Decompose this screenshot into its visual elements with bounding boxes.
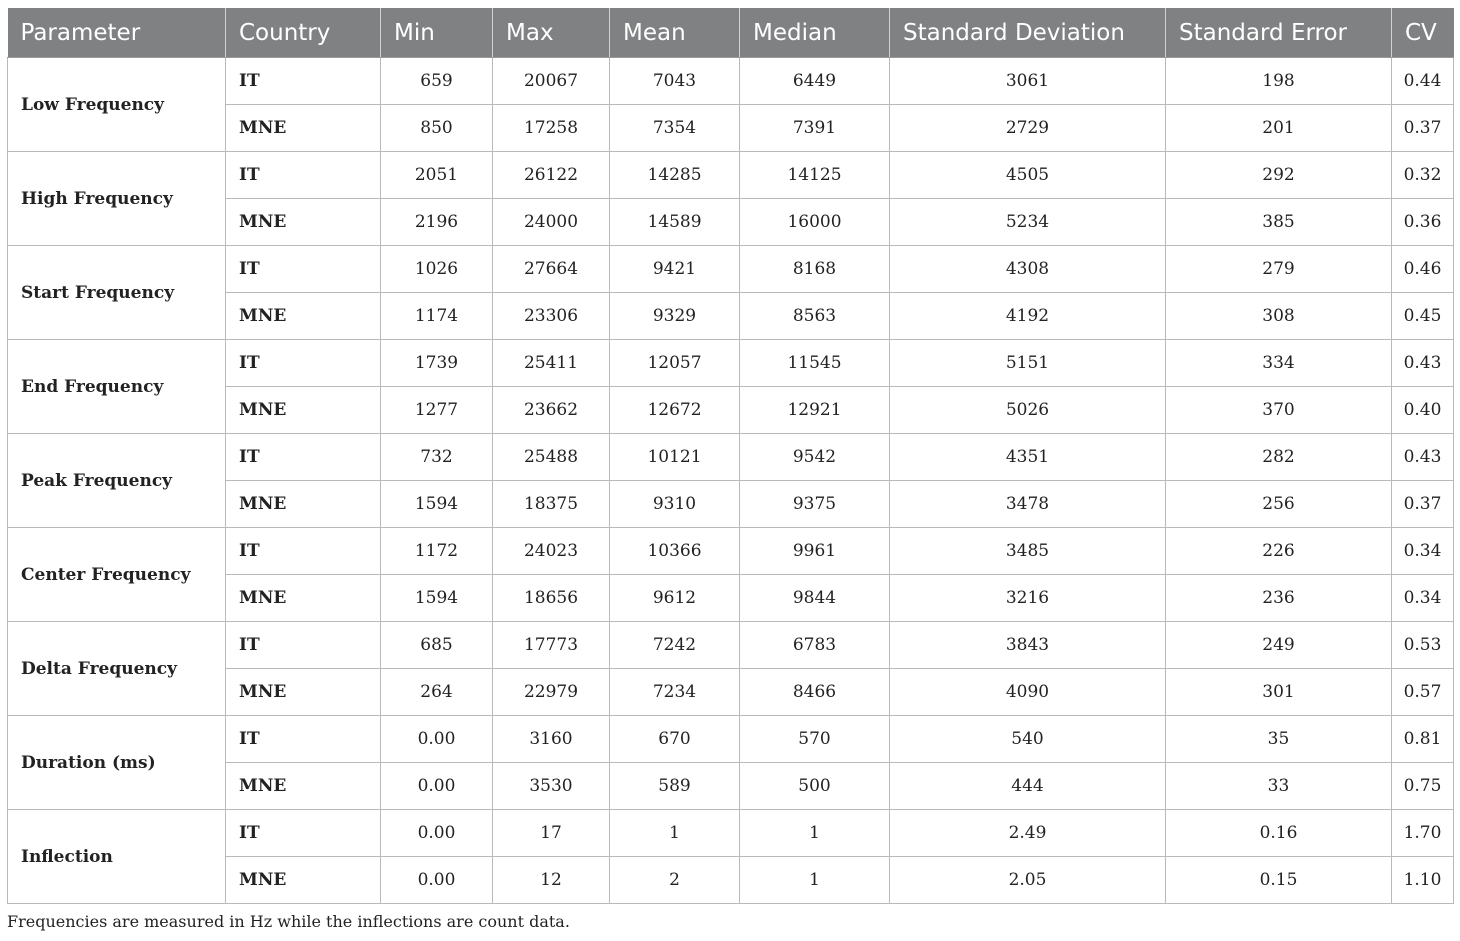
country-cell: MNE [226,763,381,810]
country-cell: IT [226,528,381,575]
table-row [8,246,1454,293]
max-cell: 17 [493,810,610,857]
mean-cell: 2 [610,857,740,904]
country-cell: IT [226,434,381,481]
standard-error-cell: 33 [1166,763,1392,810]
cv-cell: 0.34 [1392,528,1454,575]
min-cell: 0.00 [381,857,493,904]
country-cell: MNE [226,669,381,716]
median-cell: 9844 [740,575,890,622]
parameter-cell: Delta Frequency [8,622,226,716]
mean-cell: 7242 [610,622,740,669]
standard-deviation-cell: 4090 [890,669,1166,716]
header-min: Min [381,8,493,58]
cv-cell: 0.43 [1392,340,1454,387]
median-cell: 1 [740,857,890,904]
min-cell: 659 [381,58,493,105]
mean-cell: 7234 [610,669,740,716]
max-cell: 17773 [493,622,610,669]
max-cell: 25488 [493,434,610,481]
cv-cell: 0.81 [1392,716,1454,763]
standard-deviation-cell: 3478 [890,481,1166,528]
min-cell: 1026 [381,246,493,293]
table-row [8,622,1454,669]
median-cell: 570 [740,716,890,763]
min-cell: 1739 [381,340,493,387]
median-cell: 6449 [740,58,890,105]
mean-cell: 10121 [610,434,740,481]
standard-error-cell: 0.16 [1166,810,1392,857]
max-cell: 23306 [493,293,610,340]
mean-cell: 9329 [610,293,740,340]
country-cell: MNE [226,387,381,434]
median-cell: 14125 [740,152,890,199]
cv-cell: 0.34 [1392,575,1454,622]
max-cell: 25411 [493,340,610,387]
standard-deviation-cell: 4505 [890,152,1166,199]
min-cell: 1277 [381,387,493,434]
median-cell: 6783 [740,622,890,669]
standard-error-cell: 35 [1166,716,1392,763]
max-cell: 20067 [493,58,610,105]
standard-deviation-cell: 2.05 [890,857,1166,904]
standard-deviation-cell: 4351 [890,434,1166,481]
min-cell: 1172 [381,528,493,575]
max-cell: 18375 [493,481,610,528]
standard-deviation-cell: 5151 [890,340,1166,387]
standard-error-cell: 226 [1166,528,1392,575]
country-cell: IT [226,246,381,293]
country-cell: IT [226,340,381,387]
mean-cell: 12057 [610,340,740,387]
table-row [8,528,1454,575]
standard-error-cell: 236 [1166,575,1392,622]
min-cell: 264 [381,669,493,716]
stats-table [7,8,1454,904]
cv-cell: 0.46 [1392,246,1454,293]
min-cell: 0.00 [381,716,493,763]
cv-cell: 0.32 [1392,152,1454,199]
country-cell: MNE [226,199,381,246]
standard-deviation-cell: 4192 [890,293,1166,340]
table-body [8,58,1454,904]
country-cell: MNE [226,575,381,622]
median-cell: 9961 [740,528,890,575]
standard-error-cell: 301 [1166,669,1392,716]
country-cell: IT [226,152,381,199]
header-median: Median [740,8,890,58]
median-cell: 8563 [740,293,890,340]
country-cell: MNE [226,105,381,152]
parameter-cell: Duration (ms) [8,716,226,810]
parameter-cell: Center Frequency [8,528,226,622]
cv-cell: 0.53 [1392,622,1454,669]
min-cell: 732 [381,434,493,481]
mean-cell: 14285 [610,152,740,199]
median-cell: 16000 [740,199,890,246]
max-cell: 27664 [493,246,610,293]
standard-deviation-cell: 444 [890,763,1166,810]
median-cell: 12921 [740,387,890,434]
max-cell: 26122 [493,152,610,199]
parameter-cell: Low Frequency [8,58,226,152]
table-row [8,152,1454,199]
mean-cell: 7043 [610,58,740,105]
table-row [8,716,1454,763]
cv-cell: 0.36 [1392,199,1454,246]
standard-deviation-cell: 2.49 [890,810,1166,857]
mean-cell: 12672 [610,387,740,434]
mean-cell: 10366 [610,528,740,575]
standard-deviation-cell: 2729 [890,105,1166,152]
parameter-cell: Peak Frequency [8,434,226,528]
mean-cell: 670 [610,716,740,763]
standard-error-cell: 0.15 [1166,857,1392,904]
cv-cell: 0.40 [1392,387,1454,434]
mean-cell: 1 [610,810,740,857]
standard-deviation-cell: 4308 [890,246,1166,293]
parameter-cell: Inflection [8,810,226,904]
standard-deviation-cell: 3843 [890,622,1166,669]
standard-error-cell: 201 [1166,105,1392,152]
min-cell: 850 [381,105,493,152]
cv-cell: 0.44 [1392,58,1454,105]
standard-error-cell: 198 [1166,58,1392,105]
standard-error-cell: 308 [1166,293,1392,340]
country-cell: IT [226,58,381,105]
header-standard-deviation: Standard Deviation [890,8,1166,58]
max-cell: 3160 [493,716,610,763]
mean-cell: 9310 [610,481,740,528]
cv-cell: 0.57 [1392,669,1454,716]
country-cell: IT [226,810,381,857]
median-cell: 11545 [740,340,890,387]
header-country: Country [226,8,381,58]
header-parameter: Parameter [8,8,226,58]
stats-table-container [7,8,1453,904]
cv-cell: 0.37 [1392,105,1454,152]
max-cell: 12 [493,857,610,904]
header-standard-error: Standard Error [1166,8,1392,58]
mean-cell: 7354 [610,105,740,152]
header-cv: CV [1392,8,1454,58]
standard-deviation-cell: 540 [890,716,1166,763]
max-cell: 24000 [493,199,610,246]
median-cell: 9542 [740,434,890,481]
standard-error-cell: 279 [1166,246,1392,293]
table-row [8,434,1454,481]
parameter-cell: Start Frequency [8,246,226,340]
cv-cell: 0.43 [1392,434,1454,481]
standard-error-cell: 249 [1166,622,1392,669]
standard-error-cell: 282 [1166,434,1392,481]
mean-cell: 9421 [610,246,740,293]
cv-cell: 1.70 [1392,810,1454,857]
country-cell: MNE [226,293,381,340]
header-mean: Mean [610,8,740,58]
country-cell: MNE [226,481,381,528]
standard-deviation-cell: 5026 [890,387,1166,434]
country-cell: IT [226,622,381,669]
mean-cell: 589 [610,763,740,810]
max-cell: 17258 [493,105,610,152]
min-cell: 1174 [381,293,493,340]
median-cell: 8168 [740,246,890,293]
min-cell: 685 [381,622,493,669]
table-row [8,58,1454,105]
standard-error-cell: 292 [1166,152,1392,199]
cv-cell: 0.45 [1392,293,1454,340]
median-cell: 500 [740,763,890,810]
min-cell: 2196 [381,199,493,246]
footnote: Frequencies are measured in Hz while the inflections are count data. [7,912,570,931]
table-row [8,340,1454,387]
max-cell: 24023 [493,528,610,575]
max-cell: 23662 [493,387,610,434]
standard-error-cell: 334 [1166,340,1392,387]
standard-error-cell: 370 [1166,387,1392,434]
median-cell: 9375 [740,481,890,528]
cv-cell: 0.37 [1392,481,1454,528]
parameter-cell: End Frequency [8,340,226,434]
country-cell: IT [226,716,381,763]
max-cell: 18656 [493,575,610,622]
header-row [8,8,1454,58]
cv-cell: 1.10 [1392,857,1454,904]
cv-cell: 0.75 [1392,763,1454,810]
standard-deviation-cell: 3061 [890,58,1166,105]
mean-cell: 14589 [610,199,740,246]
min-cell: 0.00 [381,810,493,857]
mean-cell: 9612 [610,575,740,622]
country-cell: MNE [226,857,381,904]
max-cell: 22979 [493,669,610,716]
standard-deviation-cell: 3485 [890,528,1166,575]
median-cell: 7391 [740,105,890,152]
median-cell: 8466 [740,669,890,716]
standard-deviation-cell: 3216 [890,575,1166,622]
table-row [8,810,1454,857]
min-cell: 2051 [381,152,493,199]
median-cell: 1 [740,810,890,857]
min-cell: 1594 [381,575,493,622]
standard-error-cell: 385 [1166,199,1392,246]
header-max: Max [493,8,610,58]
standard-deviation-cell: 5234 [890,199,1166,246]
max-cell: 3530 [493,763,610,810]
parameter-cell: High Frequency [8,152,226,246]
min-cell: 1594 [381,481,493,528]
min-cell: 0.00 [381,763,493,810]
standard-error-cell: 256 [1166,481,1392,528]
